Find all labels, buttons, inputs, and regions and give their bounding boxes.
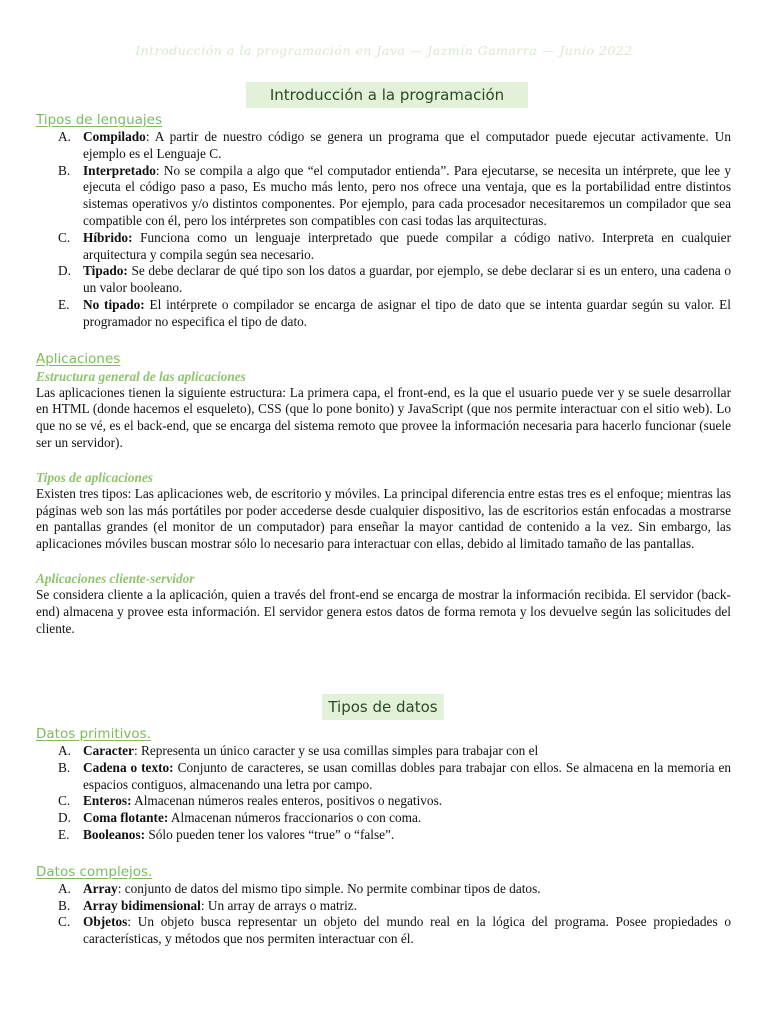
list-text: Almacenan números reales enteros, positivos o negativos. xyxy=(134,793,443,809)
list-text: Un objeto busca representar un objeto del mundo real en la lógica del programa. Posee propiedades o características, y métodos que nos permiten interactuar con él. xyxy=(83,914,731,947)
list-marker: B. xyxy=(58,897,71,913)
list-text: conjunto de datos del mismo tipo simple. No permite combinar tipos de datos. xyxy=(124,880,541,896)
section-heading-datos-complejos: Datos complejos. xyxy=(36,863,153,880)
list-term: Array xyxy=(83,880,118,896)
list-item xyxy=(36,914,731,948)
list-item xyxy=(36,827,731,844)
list-item xyxy=(36,743,731,760)
list-text: Un array de arrays o matriz. xyxy=(207,897,358,913)
list-term: Cadena o texto: xyxy=(83,759,174,775)
list-marker: C. xyxy=(58,229,71,245)
list-item xyxy=(36,898,731,915)
list-marker: C. xyxy=(58,914,71,930)
list-marker: A. xyxy=(58,880,71,896)
list-term: Caracter xyxy=(83,743,134,758)
list-term: No tipado: xyxy=(83,296,145,312)
list-marker: D. xyxy=(58,810,71,826)
section-heading-datos-primitivos: Datos primitivos. xyxy=(36,726,151,742)
list-text: Conjunto de caracteres, se usan comillas dobles para trabajar con ellos. Se almacena en la memoria en espacios contiguos, almacenando una letra por campo. xyxy=(83,759,732,792)
list-term: Interpretado xyxy=(83,162,156,178)
list-text: Se debe declarar de qué tipo son los datos a guardar, por ejemplo, se debe declarar si es un entero, una cadena o un valor booleano. xyxy=(83,263,732,296)
list-datos-complejos xyxy=(36,881,731,948)
subheading-cliente-servidor: Aplicaciones cliente-servidor xyxy=(36,570,195,586)
list-sep: : xyxy=(200,897,208,913)
section-heading-aplicaciones: Aplicaciones xyxy=(36,350,121,367)
list-item xyxy=(36,129,731,163)
paragraph-cliente-servidor: Se considera cliente a la aplicación, quien a través del front-end se encarga de mostrar la información recibida. El servidor (back-end) almacena y provee esta información. El servidor genera estos datos de forma remota y los devuelve según las solicitudes del cliente. xyxy=(36,586,731,636)
page-title: Introducción a la programación xyxy=(246,82,528,108)
subheading-estructura: Estructura general de las aplicaciones xyxy=(36,368,246,384)
list-term: Híbrido: xyxy=(83,229,133,245)
list-item xyxy=(36,263,731,297)
list-marker: E. xyxy=(58,296,70,312)
list-marker: A. xyxy=(58,129,71,144)
list-item xyxy=(36,163,731,230)
list-term: Objetos xyxy=(83,914,128,930)
list-text: El intérprete o compilador se encarga de asignar el tipo de dato que se intenta guardar según su valor. El programador no especifica el tipo de dato. xyxy=(83,296,731,329)
section-heading-tipos-lenguajes: Tipos de lenguajes xyxy=(36,112,163,128)
list-item xyxy=(36,881,731,898)
list-marker: E. xyxy=(58,826,70,842)
list-term: Booleanos: xyxy=(83,826,146,842)
list-text: Almacenan números fraccionarios o con coma. xyxy=(170,810,422,826)
list-sep xyxy=(133,230,141,245)
list-term: Array bidimensional xyxy=(83,897,201,913)
list-marker: C. xyxy=(58,793,71,809)
list-item xyxy=(36,230,731,264)
list-marker: B. xyxy=(58,759,71,775)
paragraph-estructura: Las aplicaciones tienen la siguiente estructura: La primera capa, el front-end, es la que el usuario puede ver y se suele desarrollar en HTML (donde hacemos el esqueleto), CSS (que lo pone bonito) y JavaScript (que nos permite interactuar con el sitio web). Lo que no se vé, es el back-end, que se encarga del sistema remoto que provee la información necesaria para hacerlo funcionar (suele ser un servidor). xyxy=(36,384,731,450)
list-term: Enteros: xyxy=(83,793,132,809)
list-sep: : xyxy=(145,129,155,144)
list-term: Compilado xyxy=(83,129,146,144)
list-term: Tipado: xyxy=(83,263,128,279)
section-title-tipos-datos: Tipos de datos xyxy=(322,694,444,720)
list-marker: D. xyxy=(58,263,71,279)
running-header: Introducción a la programación en Java — Jazmín Gamarra — Junio 2022 xyxy=(135,43,633,58)
paragraph-tipos-aplicaciones: Existen tres tipos: Las aplicaciones web, de escritorio y móviles. La principal diferencia entre estas tres es el enfoque; mientras las páginas web son las más portátiles por poder accederse desde cualquier dispositivo, las de escritorios están enfocadas a mostrarse en pantallas grandes (el monitor de un computador) para enseñar la mayor cantidad de contenido a la vez. Sin embargo, las aplicaciones móviles buscan mostrar sólo lo necesario para interactuar con ellas, debido al limitado tamaño de las pantallas. xyxy=(36,485,731,552)
list-marker: B. xyxy=(58,162,71,178)
list-text: Representa un único caracter y se usa comillas simples para trabajar con el xyxy=(140,743,539,758)
subheading-tipos-aplicaciones: Tipos de aplicaciones xyxy=(36,469,153,485)
list-term: Coma flotante: xyxy=(83,810,169,826)
list-item xyxy=(36,297,731,331)
list-sep: : xyxy=(155,162,164,178)
list-marker: A. xyxy=(58,743,71,758)
list-sep: : xyxy=(117,880,125,896)
list-text: No se compila a algo que “el computador entienda”. Para ejecutarse, se necesita un intérprete, que lee y ejecuta el código paso a paso, Es mucho más lento, pero nos ofrece una ventaja, que es la portabilidad entre distintos sistemas operativos y/o distintos componentes. Por ejemplo, para cada procesador necesitaremos un compilador que sea compatible con él, pero los intérpretes son compatibles con casi todas las arquitecturas. xyxy=(83,162,731,228)
list-tipos-lenguajes xyxy=(36,129,731,331)
list-item xyxy=(36,760,731,794)
list-text: A partir de nuestro código se genera un programa que el computador puede ejecutar activamente. Un ejemplo es el Lenguaje C. xyxy=(83,129,731,161)
list-text: Sólo pueden tener los valores “true” o “false”. xyxy=(148,826,395,842)
list-item xyxy=(36,793,731,810)
list-sep: : xyxy=(133,743,141,758)
document-body xyxy=(36,111,731,637)
document-body-datos xyxy=(36,725,731,948)
list-sep: : xyxy=(127,914,138,930)
list-datos-primitivos xyxy=(36,743,731,844)
list-text: Funciona como un lenguaje interpretado que puede compilar a código nativo. Interpreta en cualquier arquitectura y compila según sea necesario. xyxy=(83,229,732,262)
list-item xyxy=(36,810,731,827)
